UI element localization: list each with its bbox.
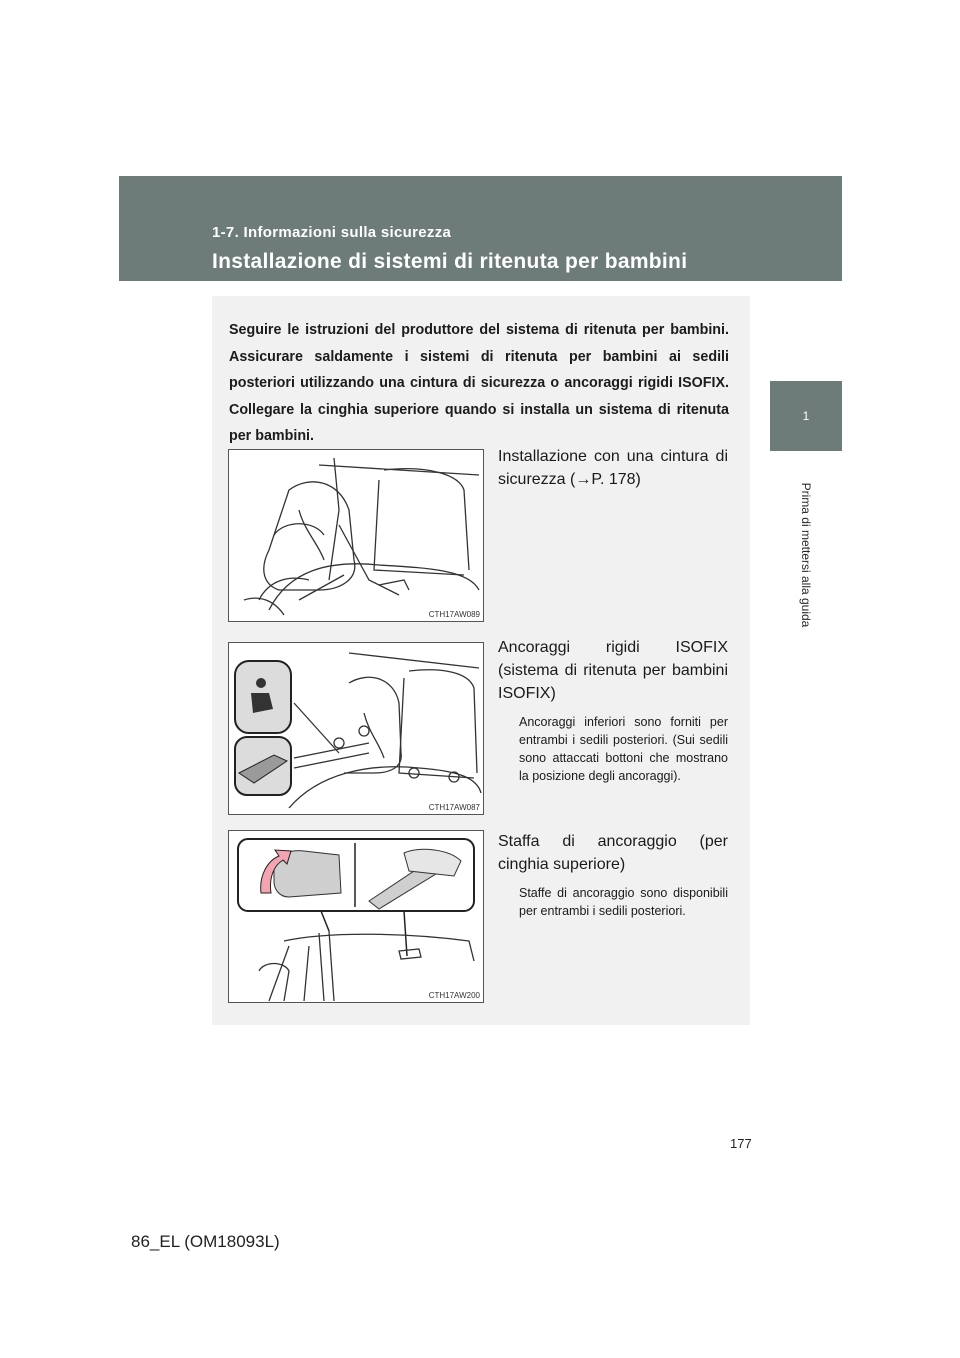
chapter-number: 1 [802,409,810,423]
isofix-illustration [229,643,483,814]
item-desc-anchor-bracket: Staffe di ancoraggio sono disponibili per entrambi i sedili posteriori. [519,886,728,918]
chapter-label-wrap [788,470,824,640]
item-title-isofix: Ancoraggi rigidi ISOFIX (sistema di ritenuta per bambini ISOFIX) [498,639,728,702]
anchor-bracket-illustration [229,831,483,1002]
figure-anchor-bracket [228,830,484,1003]
figure-seatbelt-installation [228,449,484,622]
figure-isofix [228,642,484,815]
item-desc-isofix: Ancoraggi inferiori sono forniti per entrambi i sedili posteriori. (Sui sedili sono attaccati bottoni che mostrano la posizione degli ancoraggi). [519,715,728,783]
figure-code: CTH17AW087 [428,803,480,812]
chapter-label: Prima di mettersi alla guida [799,482,813,628]
figure-code: CTH17AW200 [428,991,480,1000]
intro-paragraph: Seguire le istruzioni del produttore del sistema di ritenuta per bambini. Assicurare saldamente i sistemi di ritenuta per bambini ai sedili posteriori utilizzando una cintura di sicurezza o ancoraggi rigidi ISOFIX. Collegare la cinghia superiore quando si installa un sistema di ritenuta per bambini. [229,322,729,445]
page-title: Installazione di sistemi di ritenuta per bambini [212,250,688,273]
item-title-anchor-bracket: Staffa di ancoraggio (per cinghia superiore) [498,833,728,873]
doc-code: 86_EL (OM18093L) [131,1232,280,1251]
seatbelt-illustration [229,450,483,621]
section-label: 1-7. Informazioni sulla sicurezza [212,224,452,241]
chapter-tab[interactable] [770,381,842,451]
page-number: 177 [730,1136,752,1151]
figure-code: CTH17AW089 [428,610,480,619]
item-title-seatbelt: Installazione con una cintura di sicurezza (→P. 178) [498,448,728,488]
